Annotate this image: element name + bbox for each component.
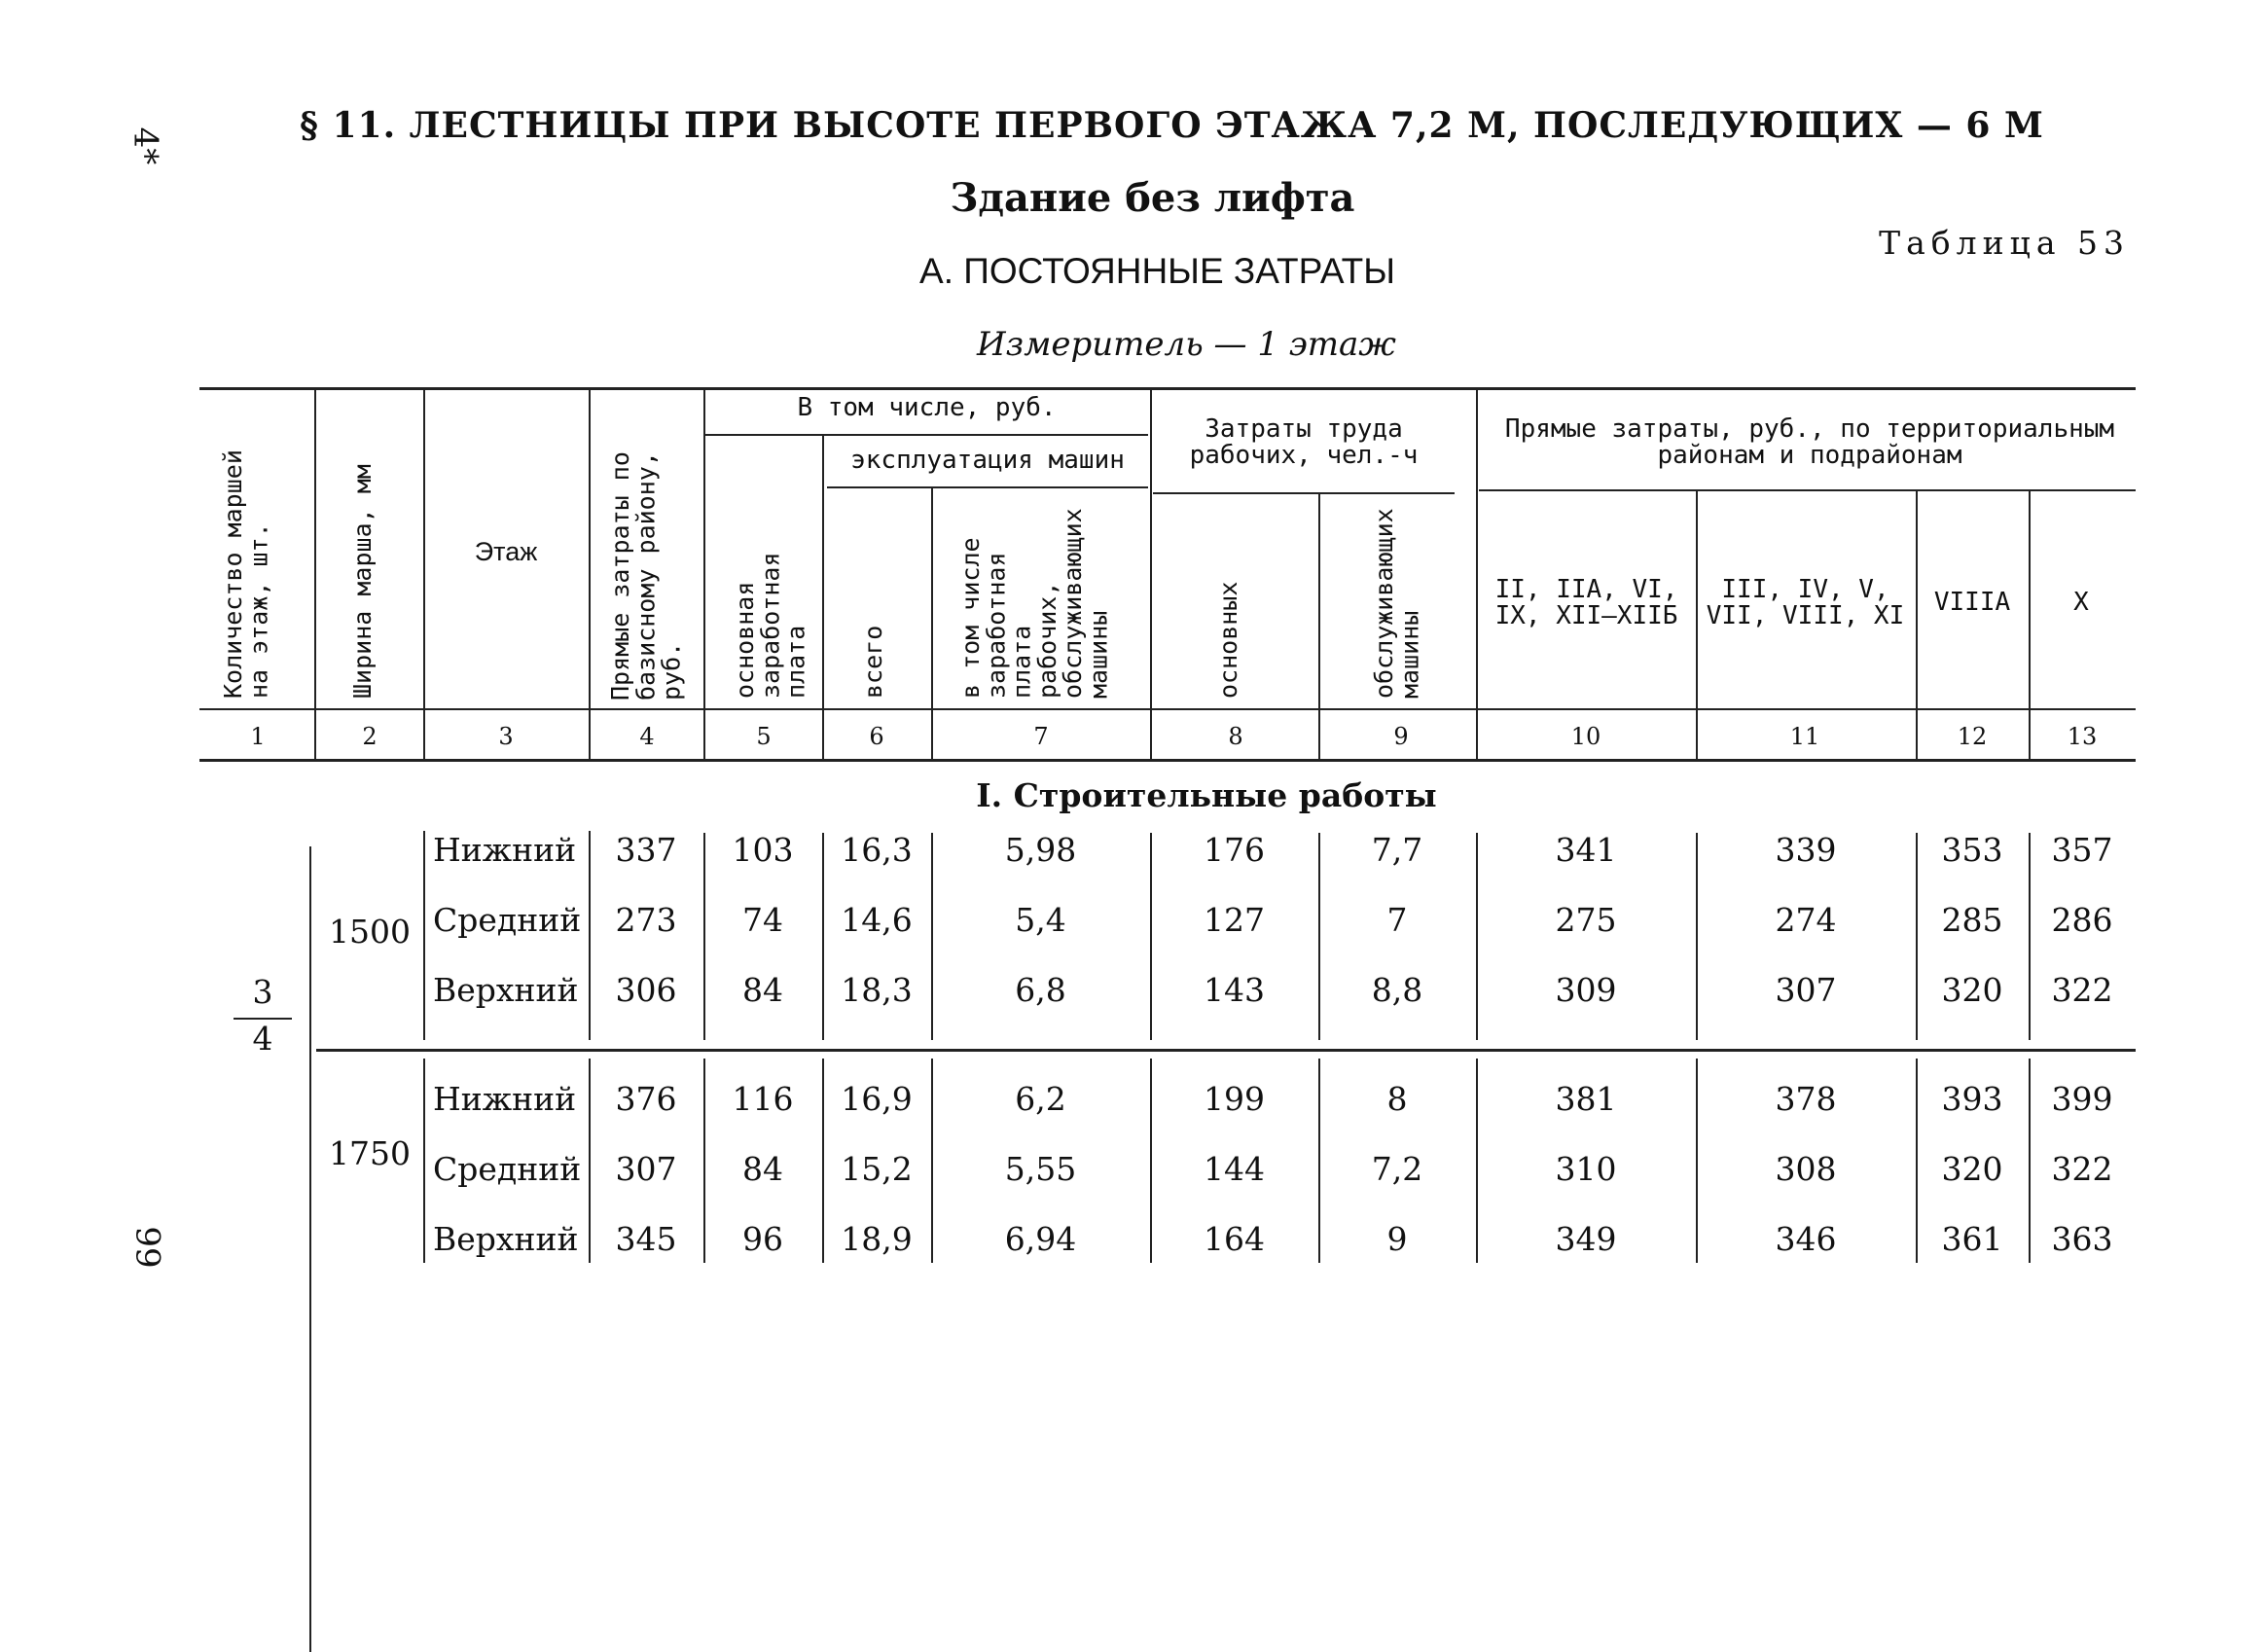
colnum: 3 <box>498 723 514 750</box>
cell-c11: 378 <box>1775 1080 1837 1118</box>
march-width: 1750 <box>329 1134 411 1172</box>
col-divider <box>822 436 824 759</box>
group-separator-rule <box>316 1049 2136 1052</box>
floor-label: Средний <box>433 901 582 939</box>
header-col1: Количество маршей на этаж, шт. <box>219 449 273 699</box>
header-col8: основных <box>1214 581 1242 699</box>
colnum: 11 <box>1789 723 1820 750</box>
cell-c13: 399 <box>2051 1080 2113 1118</box>
marches-numerator: 3 <box>252 973 273 1011</box>
cell-c12: 320 <box>1941 971 2003 1009</box>
section-heading: I. Строительные работы <box>976 776 1437 814</box>
cell-c9: 8,8 <box>1371 971 1423 1009</box>
cell-c8: 143 <box>1204 971 1265 1009</box>
cell-c10: 310 <box>1555 1150 1617 1188</box>
cell-c10: 381 <box>1555 1080 1617 1118</box>
col-divider <box>931 488 933 759</box>
colnum: 10 <box>1570 723 1601 750</box>
cell-c10: 341 <box>1555 831 1617 869</box>
cell-c12: 361 <box>1941 1220 2003 1258</box>
colnum: 6 <box>869 723 884 750</box>
colnum: 7 <box>1033 723 1049 750</box>
cell-c6: 18,3 <box>841 971 913 1009</box>
subtitle: Здание без лифта <box>950 175 1355 221</box>
cell-c10: 275 <box>1555 901 1617 939</box>
header-col2: Ширина марша, мм <box>348 464 377 699</box>
header-col12: VIIIА <box>1933 588 2011 617</box>
cell-c4: 273 <box>615 901 677 939</box>
table-label: Таблица 53 <box>1879 224 2130 262</box>
cell-c4: 306 <box>615 971 677 1009</box>
cell-c13: 322 <box>2051 1150 2113 1188</box>
cell-c5: 84 <box>742 971 783 1009</box>
measure-unit: Измеритель — 1 этаж <box>977 325 1396 364</box>
cell-c5: 74 <box>742 901 783 939</box>
col-divider <box>703 387 705 759</box>
cell-c8: 144 <box>1204 1150 1265 1188</box>
cell-c7: 5,98 <box>1004 831 1077 869</box>
marches-denominator: 4 <box>252 1020 273 1058</box>
cell-c7: 5,4 <box>1015 901 1066 939</box>
cell-c8: 199 <box>1204 1080 1265 1118</box>
page-number: 99 <box>127 1226 167 1269</box>
floor-label: Нижний <box>433 1080 577 1118</box>
cell-c9: 8 <box>1386 1080 1408 1118</box>
cell-c8: 164 <box>1204 1220 1265 1258</box>
cell-c5: 84 <box>742 1150 783 1188</box>
cell-c6: 16,9 <box>841 1080 913 1118</box>
floor-label: Верхний <box>433 971 579 1009</box>
body-divider <box>423 831 425 1040</box>
cell-c13: 322 <box>2051 971 2113 1009</box>
cell-c6: 16,3 <box>841 831 913 869</box>
header-col10: II, IIА, VI, IX, XII—XIIБ <box>1494 575 1678 631</box>
cell-c11: 339 <box>1775 831 1837 869</box>
floor-label: Средний <box>433 1150 582 1188</box>
machines-group-rule <box>827 486 1148 488</box>
cell-c4: 345 <box>615 1220 677 1258</box>
cell-c4: 376 <box>615 1080 677 1118</box>
colnum: 8 <box>1228 723 1243 750</box>
cell-c9: 7,2 <box>1371 1150 1423 1188</box>
cell-c13: 357 <box>2051 831 2113 869</box>
body-divider <box>423 1059 425 1263</box>
cell-c12: 353 <box>1941 831 2003 869</box>
body-divider <box>309 846 311 1652</box>
cell-c12: 393 <box>1941 1080 2003 1118</box>
cell-c8: 176 <box>1204 831 1265 869</box>
floor-label: Нижний <box>433 831 577 869</box>
cell-c6: 14,6 <box>841 901 913 939</box>
cell-c5: 96 <box>742 1220 783 1258</box>
margin-signature-mark: 4* <box>126 126 165 165</box>
colnum: 12 <box>1957 723 1988 750</box>
cell-c11: 308 <box>1775 1150 1837 1188</box>
cell-c7: 6,8 <box>1015 971 1066 1009</box>
colnum: 13 <box>2067 723 2098 750</box>
cost-table <box>199 387 2136 1263</box>
cell-c11: 274 <box>1775 901 1837 939</box>
cell-c10: 349 <box>1555 1220 1617 1258</box>
col-divider <box>1318 494 1320 759</box>
cell-c11: 307 <box>1775 971 1837 1009</box>
cell-c11: 346 <box>1775 1220 1837 1258</box>
cell-c7: 5,55 <box>1004 1150 1077 1188</box>
header-col3: Этаж <box>474 537 538 566</box>
colnum: 9 <box>1393 723 1409 750</box>
colnum: 2 <box>362 723 378 750</box>
table-top-rule <box>199 387 2136 390</box>
cell-c9: 9 <box>1386 1220 1408 1258</box>
cell-c6: 18,9 <box>841 1220 913 1258</box>
header-col7: в том числе заработная плата рабочих, обслуживающих машины <box>956 508 1113 699</box>
costs-title: А. ПОСТОЯННЫЕ ЗАТРАТЫ <box>919 251 1395 291</box>
col-divider <box>1696 491 1698 759</box>
header-bottom-rule <box>199 708 2136 710</box>
col-divider <box>1476 387 1478 759</box>
cell-c5: 116 <box>732 1080 794 1118</box>
col-divider <box>1150 387 1152 759</box>
colnum: 4 <box>639 723 655 750</box>
floor-label: Верхний <box>433 1220 579 1258</box>
cell-c4: 337 <box>615 831 677 869</box>
header-group-labor: Затраты труда рабочих, чел.-ч <box>1189 414 1419 471</box>
cell-c12: 320 <box>1941 1150 2003 1188</box>
header-col6: всего <box>859 625 887 699</box>
header-col4: Прямые затраты по базисному району, руб. <box>606 451 686 700</box>
col-divider <box>2029 491 2031 759</box>
cell-c7: 6,2 <box>1015 1080 1066 1118</box>
header-col11: III, IV, V, VII, VIII, XI <box>1706 575 1905 631</box>
header-group-direct: Прямые затраты, руб., по территориальным районам и подрайонам <box>1504 414 2115 471</box>
cell-c4: 307 <box>615 1150 677 1188</box>
labor-group-rule <box>1153 492 1455 494</box>
cell-c5: 103 <box>732 831 794 869</box>
cell-c8: 127 <box>1204 901 1265 939</box>
col-divider <box>314 387 316 759</box>
colnum: 1 <box>250 723 266 750</box>
cell-c6: 15,2 <box>841 1150 913 1188</box>
col-divider <box>1916 491 1918 759</box>
cell-c13: 363 <box>2051 1220 2113 1258</box>
colnum-bottom-rule <box>199 759 2136 762</box>
header-group-machines: эксплуатация машин <box>850 446 1125 475</box>
cell-c10: 309 <box>1555 971 1617 1009</box>
cell-c9: 7,7 <box>1371 831 1423 869</box>
cell-c12: 285 <box>1941 901 2003 939</box>
march-width: 1500 <box>329 913 411 951</box>
header-col13: X <box>2073 588 2089 617</box>
cell-c9: 7 <box>1386 901 1408 939</box>
cell-c13: 286 <box>2051 901 2113 939</box>
col-divider <box>589 387 591 759</box>
header-col5: основная заработная плата <box>731 552 810 699</box>
direct-group-rule <box>1479 489 2136 491</box>
cell-c7: 6,94 <box>1004 1220 1077 1258</box>
incl-group-rule <box>705 434 1148 436</box>
section-title: § 11. ЛЕСТНИЦЫ ПРИ ВЫСОТЕ ПЕРВОГО ЭТАЖА 7,2 М, ПОСЛЕДУЮЩИХ — 6 М <box>300 105 2044 146</box>
colnum: 5 <box>756 723 772 750</box>
col-divider <box>423 387 425 759</box>
header-col9: обслуживающих машины <box>1370 508 1424 699</box>
header-group-incl: В том числе, руб. <box>797 393 1057 422</box>
